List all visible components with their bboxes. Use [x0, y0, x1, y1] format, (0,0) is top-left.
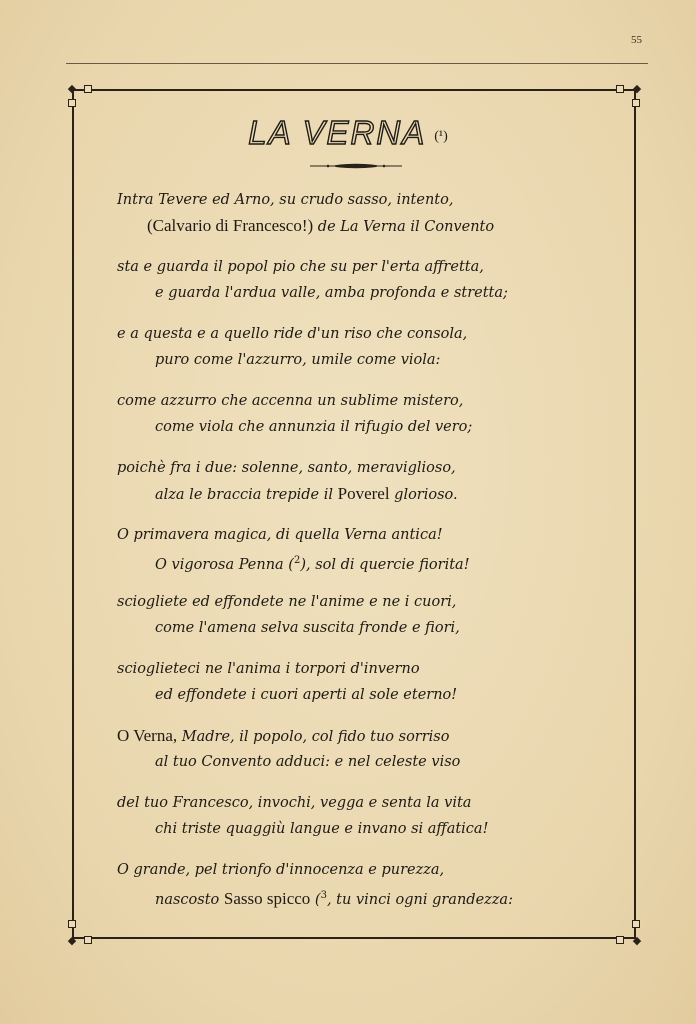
stanza	[117, 592, 607, 659]
verse-line: Intra Tevere ed Arno, su crudo sasso, intento,	[117, 192, 454, 208]
corner-square-icon	[616, 85, 624, 93]
stanza	[117, 860, 607, 927]
verse-line: sciogliete ed effondete ne l'anime e ne i cuori,	[117, 594, 457, 610]
verse-line: O primavera magica, di quella Verna antica!	[117, 527, 443, 543]
stanza	[117, 659, 607, 726]
verse-text: alza le braccia trepide il	[155, 487, 338, 503]
verse-line	[155, 484, 458, 505]
header-rule	[66, 63, 648, 64]
title-divider-icon	[310, 163, 402, 169]
verse-line: ed effondete i cuori aperti al sole eterno!	[155, 687, 458, 703]
corner-square-icon	[632, 99, 640, 107]
verse-line: e guarda l'ardua valle, amba profonda e stretta;	[155, 285, 508, 301]
corner-ornament-icon: ◆	[632, 82, 642, 95]
verse-line: chi triste quaggiù langue e invano si affatica!	[155, 821, 489, 837]
verse-line: come viola che annunzia il rifugio del vero;	[155, 419, 473, 435]
verse-line: e a questa e a quello ride d'un riso che consola,	[117, 326, 468, 342]
poem-body	[117, 190, 607, 927]
title-block	[0, 114, 696, 152]
verse-text: (	[310, 892, 321, 908]
verse-line	[155, 551, 470, 575]
verse-line: O grande, pel trionfo d'innocenza e purezza,	[117, 862, 445, 878]
stanza	[117, 458, 607, 525]
verse-line	[147, 216, 494, 237]
verse-text: de La Verna il Convento	[313, 219, 495, 235]
stanza	[117, 257, 607, 324]
poem-title: LA VERNA	[248, 114, 427, 151]
verse-line: puro come l'azzurro, umile come viola:	[155, 352, 441, 368]
corner-ornament-icon: ◆	[67, 934, 77, 947]
verse-text: nascosto	[155, 892, 224, 908]
stanza	[117, 726, 607, 793]
corner-square-icon	[68, 99, 76, 107]
page-number: 55	[631, 34, 642, 46]
verse-line: al tuo Convento adduci: e nel celeste viso	[155, 754, 461, 770]
corner-square-icon	[616, 936, 624, 944]
stanza	[117, 525, 607, 592]
stanza	[117, 324, 607, 391]
corner-ornament-icon: ◆	[67, 82, 77, 95]
corner-square-icon	[84, 85, 92, 93]
verse-text: glorioso.	[389, 487, 458, 503]
stanza	[117, 793, 607, 860]
verse-roman-text: (Calvario di Francesco!)	[147, 216, 314, 235]
verse-line: del tuo Francesco, invochi, vegga e senta la vita	[117, 795, 472, 811]
verse-text: , tu vinci ogni grandezza:	[326, 892, 513, 908]
verse-line: come l'amena selva suscita fronde e fiori,	[155, 620, 460, 636]
verse-line	[117, 726, 449, 747]
stanza	[117, 190, 607, 257]
verse-roman-text: Poverel	[337, 484, 390, 503]
verse-line: come azzurro che accenna un sublime mistero,	[117, 393, 464, 409]
verse-text: O vigorosa Penna (	[155, 557, 294, 573]
verse-line: scioglieteci ne l'anima i torpori d'inverno	[117, 661, 420, 677]
footnote-ref: 3	[320, 890, 327, 901]
corner-square-icon	[632, 920, 640, 928]
corner-ornament-icon: ◆	[632, 934, 642, 947]
verse-roman-text: Sasso spicco	[223, 889, 311, 908]
corner-square-icon	[84, 936, 92, 944]
verse-text: Madre, il popolo, col fido tuo sorriso	[177, 729, 450, 745]
verse-line: poichè fra i due: solenne, santo, meraviglioso,	[117, 460, 456, 476]
corner-square-icon	[68, 920, 76, 928]
verse-line: sta e guarda il popol pio che su per l'erta affretta,	[117, 259, 484, 275]
verse-text: ), sol di quercie fiorita!	[300, 557, 470, 573]
title-footnote-marker: (¹)	[434, 129, 448, 144]
stanza	[117, 391, 607, 458]
verse-roman-text: O Verna,	[117, 726, 178, 745]
verse-line	[155, 886, 513, 910]
footnote-ref: 2	[293, 555, 301, 566]
